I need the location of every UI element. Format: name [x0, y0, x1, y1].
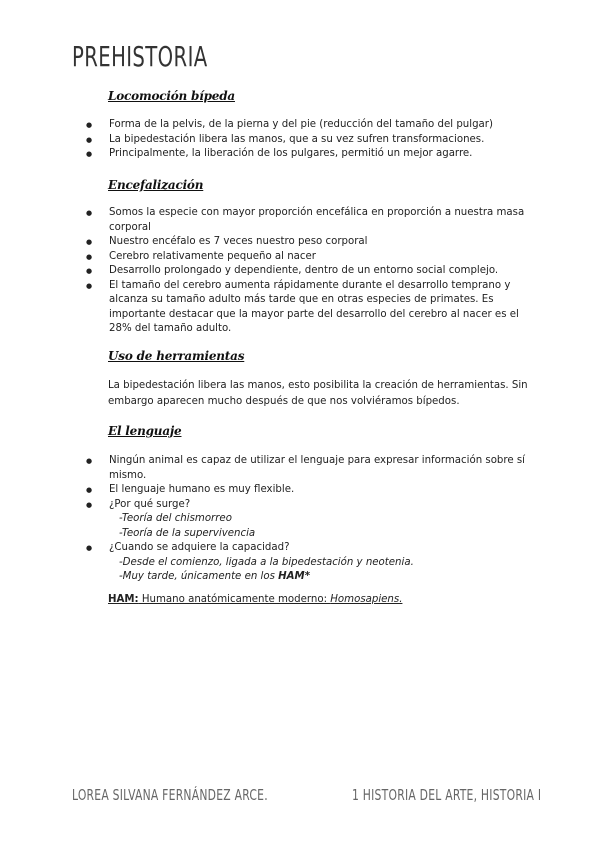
- section-heading-encefalizacion: Encefalización: [108, 178, 204, 192]
- sub-item-text: -Muy tarde, únicamente en los: [119, 571, 279, 582]
- ham-definition: [108, 594, 402, 605]
- list-item: ● Nuestro encéfalo es 7 veces nuestro peso corporal: [86, 235, 526, 250]
- list-item: ● Forma de la pelvis, de la pierna y del pie (reducción del tamaño del pulgar): [86, 118, 526, 133]
- ham-label: HAM:: [108, 594, 139, 605]
- footer-course: 1 HISTORIA DEL ARTE, HISTORIA I: [352, 786, 542, 804]
- list-item: ● Ningún animal es capaz de utilizar el lenguaje para expresar información sobre sí mismo.: [86, 454, 526, 483]
- ham-text: Humano anatómicamente moderno:: [138, 594, 331, 605]
- bullet-list-locomocion: [86, 118, 526, 162]
- ham-species: Homosapiens.: [330, 594, 403, 605]
- list-item: ● La bipedestación libera las manos, que a su vez sufren transformaciones.: [86, 133, 526, 148]
- list-item: ● El lenguaje humano es muy flexible.: [86, 483, 526, 498]
- list-item: [86, 498, 526, 542]
- section-heading-lenguaje: El lenguaje: [108, 424, 182, 438]
- section-heading-locomocion: Locomoción bípeda: [108, 89, 235, 103]
- list-item: ● Principalmente, la liberación de los pulgares, permitió un mejor agarre.: [86, 147, 526, 162]
- list-item-label: ¿Cuando se adquiere la capacidad?: [109, 542, 290, 553]
- bullet-list-lenguaje: [86, 454, 526, 585]
- list-item: ● Desarrollo prolongado y dependiente, dentro de un entorno social complejo.: [86, 264, 526, 279]
- footer-author: LOREA SILVANA FERNÁNDEZ ARCE.: [72, 786, 268, 804]
- list-item: ● Cerebro relativamente pequeño al nacer: [86, 250, 526, 265]
- section-heading-herramientas: Uso de herramientas: [108, 349, 245, 363]
- paragraph-herramientas: La bipedestación libera las manos, esto posibilita la creación de herramientas. Sin embargo aparecen mucho después de que nos volviéramos bípedos.: [108, 380, 528, 407]
- bullet-list-encefalizacion: [86, 206, 526, 337]
- sub-item-bold: HAM*: [278, 571, 311, 582]
- sub-item: -Teoría del chismorreo: [119, 513, 232, 524]
- list-item: ● Somos la especie con mayor proporción encefálica en proporción a nuestra masa corporal: [86, 206, 526, 235]
- page-title: PREHISTORIA: [72, 40, 208, 73]
- sub-item: -Teoría de la supervivencia: [119, 527, 256, 539]
- sub-item: [109, 570, 526, 585]
- list-item: [86, 541, 526, 585]
- list-item: ● El tamaño del cerebro aumenta rápidamente durante el desarrollo temprano y alcanza su tamaño adulto más tarde que en otras especies de primates. Es importante destacar que la mayor parte del desarrollo del cerebro al nacer es el 28% del tamaño adulto.: [86, 279, 526, 337]
- list-item-label: ¿Por qué surge?: [109, 498, 191, 510]
- sub-item: -Desde el comienzo, ligada a la bipedestación y neotenia.: [119, 556, 414, 568]
